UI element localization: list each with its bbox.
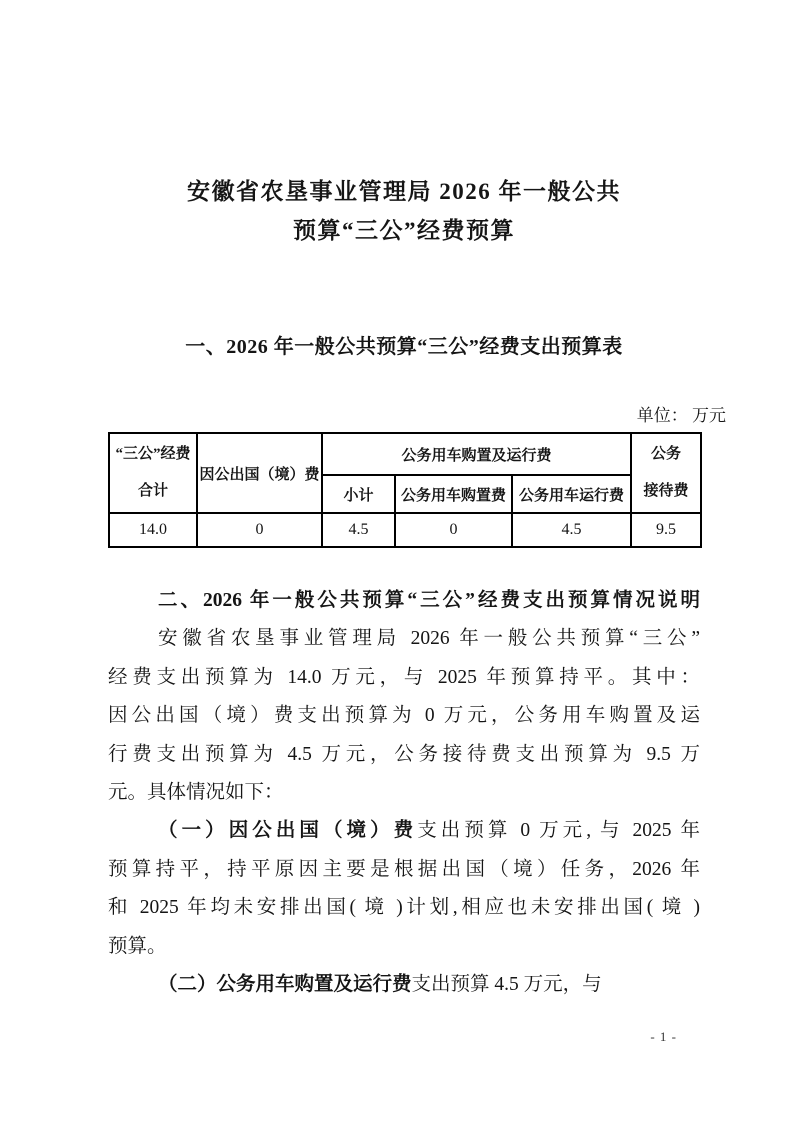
section2-heading: 二、2026 年一般公共预算“三公”经费支出预算情况说明: [158, 590, 700, 611]
section2-body: [108, 582, 700, 1004]
td-abroad: 0: [197, 513, 322, 547]
body-line-bold-lead: （二）公务用车购置及运行费: [158, 974, 412, 996]
body-line: 经费支出预算为 14.0 万元，与 2025 年预算持平。其中：: [108, 666, 700, 688]
table-data-row: [109, 513, 701, 547]
body-line-text: 支出预算 0 万元, 与 2025 年: [417, 820, 700, 842]
th-reception-line1: 公务: [650, 446, 681, 462]
body-line: 因公出国（境）费支出预算为 0 万元，公务用车购置及运: [108, 705, 700, 727]
th-vehicle-operation: 公务用车运行费: [512, 475, 631, 513]
body-line-bold-lead: （一）因公出国（境）费: [158, 820, 418, 842]
th-vehicle-purchase: 公务用车购置费: [395, 475, 512, 513]
unit-note: 单位： 万元: [636, 406, 726, 425]
body-line: 行费支出预算为 4.5 万元，公务接待费支出预算为 9.5 万: [108, 743, 700, 765]
body-line: [108, 966, 700, 1004]
td-reception: 9.5: [631, 513, 701, 547]
th-reception-line2: 接待费: [643, 483, 689, 499]
body-line: 元。具体情况如下：: [108, 782, 284, 804]
th-subtotal: 小计: [322, 475, 395, 513]
table-header-row-1: [109, 433, 701, 475]
document-title-line1: 安徽省农垦事业管理局 2026 年一般公共: [187, 179, 621, 204]
page-number: - 1 -: [650, 1029, 677, 1044]
sangong-budget-table: [108, 432, 702, 548]
document-title-line2: 预算“三公”经费预算: [293, 218, 515, 243]
body-line: [108, 812, 700, 850]
td-vehicle-purchase: 0: [395, 513, 512, 547]
th-sangong-total-line2: 合计: [137, 483, 168, 499]
th-sangong-total-line1: “三公”经费: [115, 446, 191, 462]
body-line-text: 支出预算 4.5 万元，与: [411, 974, 602, 996]
td-sangong-total: 14.0: [109, 513, 197, 547]
body-line: 预算持平，持平原因主要是根据出国（境）任务，2026 年: [108, 858, 700, 880]
body-line: 安徽省农垦事业管理局 2026 年一般公共预算“三公”: [158, 628, 700, 650]
body-line: 预算。: [108, 935, 167, 957]
th-vehicle-group: 公务用车购置及运行费: [322, 433, 631, 475]
document-title: [108, 0, 700, 250]
th-reception: [631, 433, 701, 513]
th-abroad: 因公出国（境）费: [197, 433, 322, 513]
section1-heading: 一、2026 年一般公共预算“三公”经费支出预算表: [185, 336, 623, 358]
td-vehicle-operation: 4.5: [512, 513, 631, 547]
body-line: 和 2025 年均未安排出国( 境 )计划,相应也未安排出国( 境 ): [108, 897, 700, 919]
th-sangong-total: [109, 433, 197, 513]
td-subtotal: 4.5: [322, 513, 395, 547]
